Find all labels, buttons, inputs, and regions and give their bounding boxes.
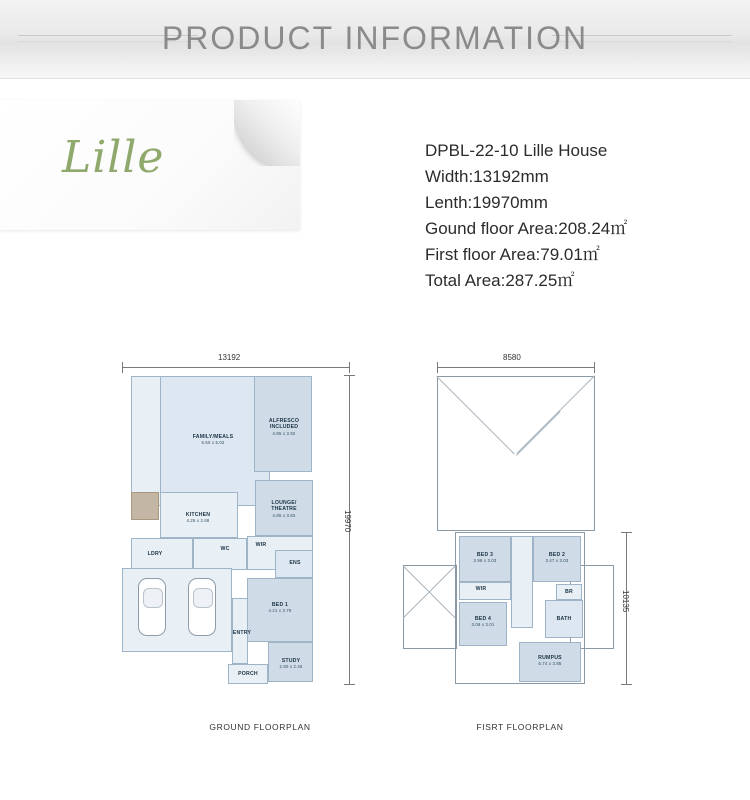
label-study: STUDY 2.80 x 2.45 [279, 658, 303, 670]
label-rumpus: RUMPUS 5.74 x 3.85 [538, 655, 562, 667]
first-dim-top-tick-left [437, 362, 438, 373]
label-lounge-theatre: LOUNGE/ THEATRE 4.85 x 3.83 [271, 500, 297, 518]
floorplans-section [0, 340, 750, 760]
first-dim-top-label: 8580 [503, 353, 521, 362]
page-curl-decoration [234, 100, 300, 166]
label-wir: WIR [255, 542, 267, 548]
label-family-meals: FAMILY/MEALS 6.50 x 5.02 [192, 434, 234, 446]
spec-length: Lenth:19970mm [425, 193, 548, 212]
label-wc: WC [220, 546, 230, 552]
label-bed4: BED 4 3.06 x 3.01 [471, 616, 495, 628]
first-dim-right-tick-bottom [621, 684, 632, 685]
first-floorplan-caption: FISRT FLOORPLAN [476, 722, 564, 732]
ground-dim-top-tick-right [349, 362, 350, 373]
stairs-area [511, 536, 533, 628]
label-entry: ENTRY [232, 630, 252, 636]
brand-logo-text: Lille [62, 132, 165, 183]
label-alfresco: ALFRESCO INCLUDED 4.85 x 3.92 [268, 418, 300, 436]
label-bath: BATH [556, 616, 572, 622]
ground-dim-right-tick-bottom [344, 684, 355, 685]
first-dim-top-tick-right [594, 362, 595, 373]
label-wir-upper: WIR [475, 586, 487, 592]
label-br: BR [565, 589, 573, 595]
spec-total-area: Total Area:287.25㎡ [425, 271, 575, 290]
label-bed3: BED 3 3.98 x 3.03 [473, 552, 497, 564]
first-roof-wing-left [403, 565, 457, 649]
hallway-area [193, 538, 247, 570]
spec-width: Width:13192mm [425, 167, 549, 186]
label-laundry: LDRY [147, 551, 163, 557]
label-porch: PORCH [238, 671, 258, 677]
ground-dim-top-tick-left [122, 362, 123, 373]
kitchen-pantry-block [131, 492, 159, 520]
ground-dim-right-label: 19970 [343, 510, 352, 533]
spec-first-floor-area: First floor Area:79.01㎡ [425, 245, 600, 264]
ground-floorplan-caption: GROUND FLOORPLAN [209, 722, 311, 732]
garage-car-left [138, 578, 166, 636]
ground-dim-right-tick-top [344, 375, 355, 376]
garage-car-right [188, 578, 216, 636]
brand-card [0, 100, 300, 230]
product-specs [425, 138, 745, 294]
header-banner [0, 0, 750, 79]
first-dim-top-line [437, 367, 595, 368]
label-kitchen: KITCHEN 4.25 x 2.68 [185, 512, 211, 524]
ground-dim-top-label: 13192 [218, 353, 241, 362]
page-title: PRODUCT INFORMATION [161, 20, 589, 56]
ground-dim-top-line [122, 367, 350, 368]
spec-ground-floor-area: Gound floor Area:208.24㎡ [425, 219, 628, 238]
spec-model: DPBL-22-10 Lille House [425, 141, 608, 160]
ground-left-strip [131, 376, 161, 506]
label-ens: ENS [289, 560, 301, 566]
first-dim-right-label: 10135 [621, 590, 630, 613]
first-dim-right-tick-top [621, 532, 632, 533]
label-bed1: BED 1 4.21 x 3.79 [268, 602, 292, 614]
label-bed2: BED 2 3.47 x 3.03 [545, 552, 569, 564]
